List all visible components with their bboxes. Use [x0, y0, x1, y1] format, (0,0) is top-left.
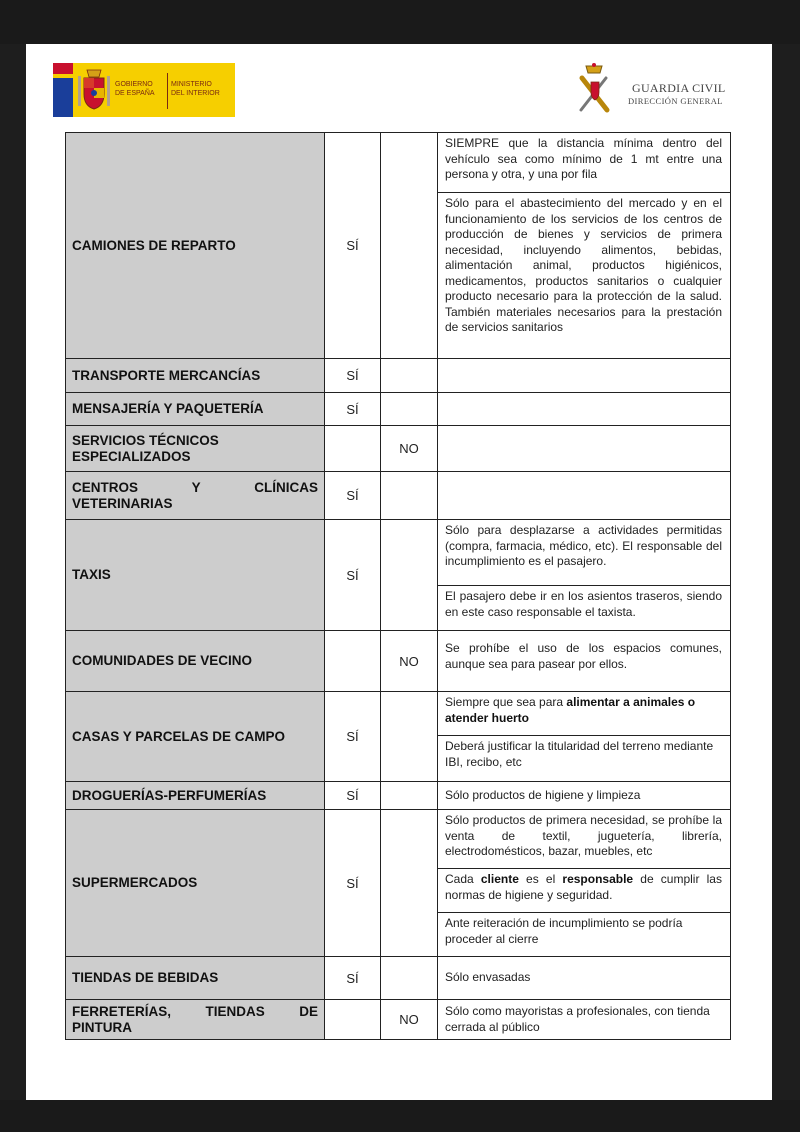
- note-text-part: de cumplir las normas de higiene y seguridad.: [445, 872, 722, 902]
- si-cell: SÍ: [325, 472, 381, 519]
- si-cell: SÍ: [325, 359, 381, 392]
- activity-name: CENTROS Y CLÍNICAS VETERINARIAS: [72, 479, 318, 511]
- notes-cell: [438, 426, 730, 471]
- no-cell: NO: [381, 426, 438, 471]
- activities-table: [65, 132, 731, 1040]
- activity-name: COMUNIDADES DE VECINO: [72, 653, 253, 668]
- guardia-civil-emblem-icon: [574, 62, 614, 118]
- notes-cell: [438, 782, 730, 809]
- activity-name-cell: [66, 426, 325, 471]
- logo-divider: [167, 73, 168, 109]
- note: [438, 133, 730, 193]
- activity-name-cell: [66, 520, 325, 630]
- activity-name: SERVICIOS TÉCNICOS ESPECIALIZADOS: [72, 432, 219, 464]
- notes-cell: [438, 520, 730, 630]
- si-cell: SÍ: [325, 133, 381, 358]
- note: [438, 957, 730, 1000]
- note-text-bold: alimentar a animales o atender huerto: [445, 695, 696, 725]
- note-text: Deberá justificar la titularidad del terreno mediante IBI, recibo, etc: [445, 739, 714, 769]
- table-row: [66, 810, 730, 957]
- si-cell: SÍ: [325, 692, 381, 781]
- activity-name: TRANSPORTE MERCANCÍAS: [72, 367, 261, 383]
- note: [438, 869, 730, 913]
- activity-name-cell: [66, 782, 325, 809]
- note: [438, 692, 730, 736]
- note-text-bold: responsable: [562, 872, 634, 886]
- activity-name: CAMIONES DE REPARTO: [72, 237, 236, 253]
- notes-cell: [438, 133, 730, 358]
- gov-line-2: DE ESPAÑA: [115, 90, 155, 97]
- note-text: SIEMPRE que la distancia mínima dentro del vehículo sea como mínimo de 1 mt entre una persona y otra, y una por fila: [445, 136, 722, 181]
- document-page: [26, 44, 772, 1100]
- si-cell: SÍ: [325, 520, 381, 630]
- note: [438, 1000, 730, 1039]
- table-row: [66, 133, 730, 359]
- activity-name: CASAS Y PARCELAS DE CAMPO: [72, 728, 286, 744]
- gov-label: [115, 80, 155, 98]
- note-text: Ante reiteración de incumplimiento se podría proceder al cierre: [445, 916, 683, 946]
- note: [438, 913, 730, 957]
- note: [438, 631, 730, 692]
- bottom-border: [0, 1100, 800, 1132]
- note-text: Se prohíbe el uso de los espacios comunes, aunque sea para pasear por ellos.: [445, 641, 722, 671]
- notes-cell: [438, 957, 730, 999]
- activity-name-cell: [66, 957, 325, 999]
- ministry-line-1: MINISTERIO: [171, 81, 212, 88]
- table-row: [66, 782, 730, 810]
- note-text-bold: cliente: [480, 872, 519, 886]
- activity-name-cell: [66, 393, 325, 425]
- note-text: Sólo envasadas: [445, 970, 531, 984]
- no-cell: [381, 520, 438, 630]
- note: [438, 782, 730, 810]
- note-text: Sólo como mayoristas a profesionales, con tienda cerrada al público: [445, 1004, 710, 1034]
- si-cell: SÍ: [325, 957, 381, 999]
- note-text: [445, 872, 722, 903]
- note: [438, 810, 730, 869]
- no-cell: NO: [381, 1000, 438, 1039]
- activity-name-cell: [66, 359, 325, 392]
- note-text: El pasajero debe ir en los asientos traseros, siendo en este caso responsable el taxista.: [445, 589, 722, 619]
- activity-name: TIENDAS DE BEBIDAS: [72, 970, 219, 985]
- activity-name-cell: [66, 631, 325, 691]
- no-cell: NO: [381, 631, 438, 691]
- table-row: [66, 1000, 730, 1039]
- note-text-part: Siempre que sea para: [445, 695, 567, 709]
- activity-name-cell: [66, 1000, 325, 1039]
- no-cell: [381, 359, 438, 392]
- activity-name-cell: [66, 692, 325, 781]
- note-text: Sólo para el abastecimiento del mercado y en el funcionamiento de los servicios de los centros de producción de bienes y servicios de primera necesidad, incluyendo alimentos, bebidas, alimentación animal, productos higiénicos, medicamentos, productos sanitarios o cualquier producto necesario para la protección de la salud. También materiales necesarios para la prestación de servicios sanitarios: [445, 196, 722, 334]
- coat-of-arms-icon: [76, 68, 112, 112]
- flag-stripes: [53, 63, 73, 117]
- note-text: Sólo para desplazarse a actividades permitidas (compra, farmacia, médico, etc). El responsable del incumplimiento es el pasajero.: [445, 523, 722, 568]
- si-cell: SÍ: [325, 782, 381, 809]
- notes-cell: [438, 631, 730, 691]
- activity-name: TAXIS: [72, 567, 111, 582]
- table-row: [66, 472, 730, 520]
- no-cell: [381, 692, 438, 781]
- notes-cell: [438, 1000, 730, 1039]
- si-cell: [325, 1000, 381, 1039]
- table-row: [66, 692, 730, 782]
- si-cell: [325, 631, 381, 691]
- note-text-part: es el: [518, 872, 563, 886]
- top-border: [0, 0, 800, 44]
- no-cell: [381, 472, 438, 519]
- ministry-label: [171, 80, 220, 98]
- note-text: [445, 695, 722, 726]
- table-row: [66, 426, 730, 472]
- gov-line-1: GOBIERNO: [115, 81, 153, 88]
- note-text: Sólo productos de primera necesidad, se prohíbe la venta de textil, juguetería, librería, electrodomésticos, bazar, muebles, etc: [445, 813, 722, 858]
- activity-name-cell: [66, 472, 325, 519]
- si-cell: SÍ: [325, 393, 381, 425]
- no-cell: [381, 810, 438, 956]
- no-cell: [381, 133, 438, 358]
- activity-name: SUPERMERCADOS: [72, 875, 198, 890]
- note-text: Sólo productos de higiene y limpieza: [445, 788, 641, 802]
- activity-name-cell: [66, 133, 325, 358]
- activity-name: DROGUERÍAS-PERFUMERÍAS: [72, 787, 267, 803]
- note: [438, 193, 730, 359]
- activity-name: FERRETERÍAS, TIENDAS DE PINTURA: [72, 1003, 318, 1035]
- notes-cell: [438, 692, 730, 781]
- no-cell: [381, 393, 438, 425]
- notes-cell: [438, 472, 730, 519]
- activity-name: MENSAJERÍA Y PAQUETERÍA: [72, 401, 264, 416]
- table-row: [66, 393, 730, 426]
- note: [438, 736, 730, 782]
- table-row: [66, 520, 730, 631]
- table-row: [66, 631, 730, 692]
- notes-cell: [438, 810, 730, 956]
- table-row: [66, 359, 730, 393]
- table-row: [66, 957, 730, 1000]
- notes-cell: [438, 359, 730, 392]
- guardia-civil-title: GUARDIA CIVIL: [632, 81, 726, 95]
- no-cell: [381, 782, 438, 809]
- no-cell: [381, 957, 438, 999]
- note: [438, 586, 730, 631]
- ministry-line-2: DEL INTERIOR: [171, 90, 220, 97]
- si-cell: SÍ: [325, 810, 381, 956]
- note-text-part: Cada: [445, 872, 481, 886]
- si-cell: [325, 426, 381, 471]
- activity-name-cell: [66, 810, 325, 956]
- note: [438, 520, 730, 586]
- gobierno-espana-logo: [53, 63, 235, 117]
- direccion-general-subtitle: DIRECCIÓN GENERAL: [628, 96, 723, 106]
- notes-cell: [438, 393, 730, 425]
